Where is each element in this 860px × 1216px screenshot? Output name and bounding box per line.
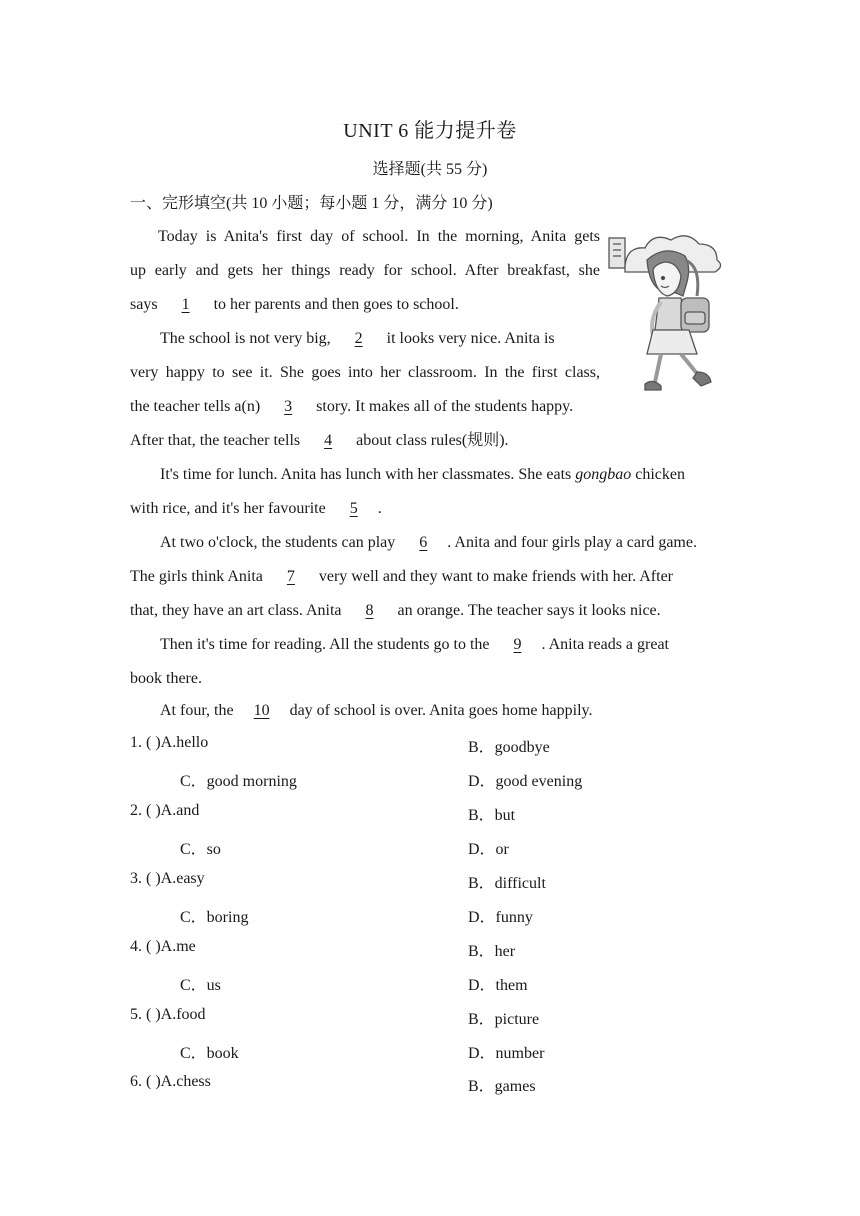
blank-7: 7 [286,568,295,585]
passage-line: Today is Anita's first day of school. In the morning, Anita gets [158,228,600,245]
option-b[interactable]: B．her [468,943,516,960]
passage-line: up early and gets her things ready for school. After breakfast, she [130,262,600,279]
question-5 [130,1006,206,1024]
question-number: 2. ( ) [130,802,161,819]
passage-line: that, they have an art class. Anita 8 an orange. The teacher says it looks nice. [130,600,661,634]
passage-line: with rice, and it's her favourite 5 . [130,498,382,532]
question-2 [130,802,199,820]
question-number: 6. ( ) [130,1073,161,1090]
option-a[interactable]: A.chess [160,1073,211,1090]
page-title: UNIT 6 能力提升卷 [343,120,517,142]
option-d[interactable]: D．them [468,977,528,994]
option-b[interactable]: B．but [468,807,516,824]
option-a[interactable]: A.food [160,1006,206,1023]
passage-line: says 1 to her parents and then goes to school. [130,294,459,328]
blank-10: 10 [253,702,270,719]
blank-9: 9 [513,636,522,653]
girl-walking-illustration [605,226,730,406]
blank-3: 3 [284,398,293,415]
option-b[interactable]: B．games [468,1078,536,1095]
blank-5: 5 [349,500,358,517]
option-c[interactable]: C．boring [180,909,249,926]
dish-name: gongbao [575,466,632,483]
option-a[interactable]: A.easy [160,870,205,887]
passage-line: very happy to see it. She goes into her classroom. In the first class, [130,364,600,381]
blank-8: 8 [365,602,374,619]
blank-2: 2 [354,330,363,347]
option-c[interactable]: C．good morning [180,773,297,790]
question-1 [130,734,208,752]
passage-line: The girls think Anita 7 very well and they want to make friends with her. After [130,566,673,600]
question-number: 3. ( ) [130,870,161,887]
passage-line: book there. [130,670,202,687]
question-3 [130,870,205,888]
option-a[interactable]: A.me [160,938,196,955]
option-a[interactable]: A.and [160,802,200,819]
option-c[interactable]: C．us [180,977,221,994]
passage-line: At four, the 10 day of school is over. Anita goes home happily. [160,700,592,734]
question-4 [130,938,196,956]
page-subtitle: 选择题(共 55 分) [372,161,488,178]
option-d[interactable]: D．funny [468,909,533,926]
blank-4: 4 [324,432,333,449]
passage-line: After that, the teacher tells 4 about class rules(规则). [130,430,509,464]
option-d[interactable]: D．or [468,841,509,858]
blank-6: 6 [419,534,428,551]
question-number: 1. ( ) [130,734,161,751]
passage-line: The school is not very big, 2 it looks very nice. Anita is [160,328,555,362]
option-b[interactable]: B．difficult [468,875,546,892]
option-c[interactable]: C．so [180,841,221,858]
passage-line: the teacher tells a(n) 3 story. It makes all of the students happy. [130,396,573,430]
option-b[interactable]: B．goodbye [468,739,550,756]
passage-line: Then it's time for reading. All the students go to the 9 . Anita reads a great [160,634,669,668]
option-d[interactable]: D．good evening [468,773,583,790]
option-c[interactable]: C．book [180,1045,239,1062]
option-b[interactable]: B．picture [468,1011,540,1028]
question-number: 4. ( ) [130,938,161,955]
option-d[interactable]: D．number [468,1045,545,1062]
passage-line: It's time for lunch. Anita has lunch with her classmates. She eats gongbao chicken [160,466,685,483]
section-heading: 一、完形填空(共 10 小题；每小题 1 分，满分 10 分) [130,195,493,212]
question-number: 5. ( ) [130,1006,161,1023]
blank-1: 1 [181,296,190,313]
question-6 [130,1073,211,1091]
option-a[interactable]: A.hello [160,734,209,751]
passage-line: At two o'clock, the students can play 6 . Anita and four girls play a card game. [160,532,697,566]
